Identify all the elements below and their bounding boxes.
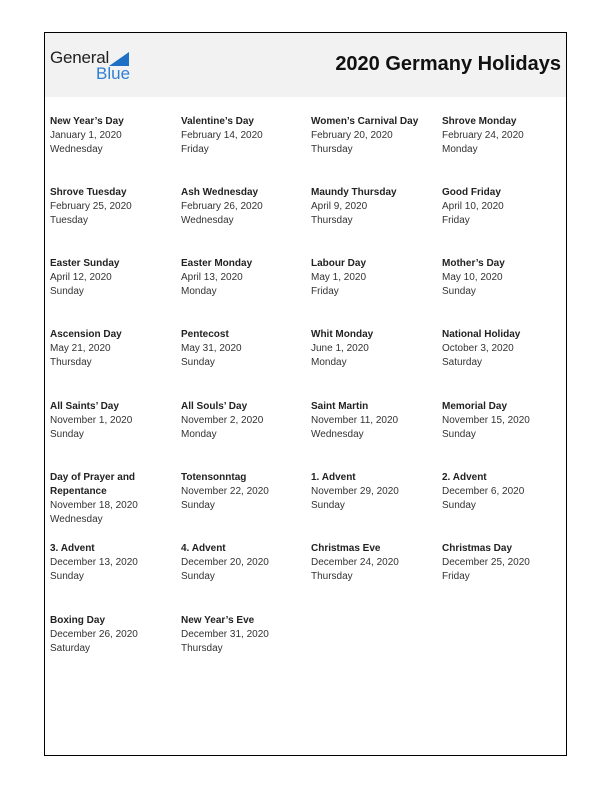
holiday-day: Thursday [50,357,92,368]
holiday-date: February 20, 2020 [311,130,393,141]
holiday-day: Sunday [181,357,215,368]
holiday-name: 4. Advent [181,543,226,554]
holiday-entry [50,328,178,370]
holiday-entry [311,115,439,157]
holiday-name: Pentecost [181,329,229,340]
holiday-day: Monday [181,429,217,440]
holiday-date: April 9, 2020 [311,201,368,212]
holiday-date: December 31, 2020 [181,629,269,640]
holiday-name: Maundy Thursday [311,187,397,198]
holiday-name: Mother’s Day [442,258,505,269]
header-band [45,33,566,97]
holiday-day: Sunday [50,429,84,440]
holiday-name: Memorial Day [442,401,508,412]
holiday-day: Friday [442,571,470,582]
holiday-date: February 24, 2020 [442,130,524,141]
page-title: 2020 Germany Holidays [335,53,561,75]
holiday-name: Ascension Day [50,329,122,340]
holiday-day: Sunday [442,500,476,511]
holiday-day: Sunday [311,500,345,511]
holiday-entry [50,115,178,157]
holiday-date: May 1, 2020 [311,272,367,283]
holiday-date: December 26, 2020 [50,629,138,640]
holiday-date: November 29, 2020 [311,486,399,497]
holiday-date: November 2, 2020 [181,415,264,426]
holiday-date: February 26, 2020 [181,201,263,212]
holiday-day: Sunday [50,571,84,582]
holiday-name: Saint Martin [311,401,369,412]
generalblue-logo [50,48,140,84]
holiday-day: Sunday [181,571,215,582]
holiday-entry [181,257,309,299]
logo-text-general: General [50,48,110,67]
holiday-day: Thursday [311,144,353,155]
holiday-day: Thursday [311,571,353,582]
holiday-date: May 21, 2020 [50,343,111,354]
holiday-name: All Saints’ Day [50,401,119,412]
holiday-name: 1. Advent [311,472,356,483]
holiday-date: April 13, 2020 [181,272,243,283]
holiday-name: Boxing Day [50,615,106,626]
holiday-entry [181,400,309,442]
holiday-day: Wednesday [311,429,364,440]
holiday-name: Totensonntag [181,472,247,483]
holiday-date: December 20, 2020 [181,557,269,568]
holiday-name: National Holiday [442,329,521,340]
holiday-day: Thursday [181,643,223,654]
holiday-date: June 1, 2020 [311,343,369,354]
holiday-name: Ash Wednesday [181,187,259,198]
holiday-date: November 11, 2020 [311,415,399,426]
holiday-name: Christmas Eve [311,543,381,554]
holiday-name: Good Friday [442,187,501,198]
holiday-entry [50,400,178,442]
holiday-name: Labour Day [311,258,367,269]
holiday-date: April 12, 2020 [50,272,112,283]
page-frame [44,32,567,756]
holiday-entry [181,115,309,157]
holiday-day: Friday [181,144,209,155]
holiday-date: December 25, 2020 [442,557,530,568]
holiday-entry [181,471,309,513]
holiday-entry [50,257,178,299]
holiday-name: All Souls’ Day [181,401,248,412]
holiday-entry [181,542,309,584]
holiday-entry [311,257,439,299]
holiday-name: 3. Advent [50,543,95,554]
holiday-day: Monday [311,357,347,368]
holiday-date: December 13, 2020 [50,557,138,568]
holiday-date: May 31, 2020 [181,343,242,354]
holiday-entry [181,614,309,656]
holiday-day: Sunday [181,500,215,511]
holiday-name: New Year’s Day [50,116,124,127]
holiday-entry [442,115,570,157]
holiday-entry [50,542,178,584]
holiday-day: Monday [181,286,217,297]
holiday-day: Wednesday [50,514,103,525]
holiday-date: November 15, 2020 [442,415,530,426]
holiday-day: Friday [442,215,470,226]
holiday-entry [442,542,570,584]
holiday-name: Easter Monday [181,258,253,269]
holiday-entry [181,328,309,370]
holiday-day: Thursday [311,215,353,226]
holiday-name: Whit Monday [311,329,374,340]
holiday-day: Wednesday [50,144,103,155]
holiday-entry [442,400,570,442]
holiday-entry [181,186,309,228]
holiday-date: May 10, 2020 [442,272,503,283]
holiday-date: December 24, 2020 [311,557,399,568]
holiday-name: Valentine’s Day [181,116,254,127]
holiday-entry [442,471,570,513]
holiday-day: Saturday [50,643,91,654]
holiday-name: Day of Prayer and Repentance [50,472,136,497]
holiday-entry [442,257,570,299]
holiday-entry [442,186,570,228]
holiday-entry [311,328,439,370]
holiday-day: Wednesday [181,215,234,226]
holiday-entry [311,471,439,513]
holiday-entry [50,614,178,656]
holiday-date: February 25, 2020 [50,201,132,212]
holiday-day: Tuesday [50,215,88,226]
holiday-entry [311,400,439,442]
holiday-entry [50,186,178,228]
holiday-entry [311,186,439,228]
holiday-name: Easter Sunday [50,258,120,269]
holiday-day: Saturday [442,357,483,368]
holiday-day: Sunday [442,429,476,440]
holiday-date: November 1, 2020 [50,415,133,426]
holiday-day: Monday [442,144,478,155]
holiday-date: January 1, 2020 [50,130,122,141]
holiday-day: Friday [311,286,339,297]
holiday-name: 2. Advent [442,472,487,483]
holiday-date: November 22, 2020 [181,486,269,497]
holiday-entry [442,328,570,370]
holiday-date: February 14, 2020 [181,130,263,141]
holiday-name: Women’s Carnival Day [311,116,419,127]
holiday-day: Sunday [442,286,476,297]
logo-text-blue: Blue [96,64,131,83]
holiday-date: December 6, 2020 [442,486,525,497]
holiday-name: Christmas Day [442,543,513,554]
holiday-name: Shrove Monday [442,116,517,127]
holiday-date: October 3, 2020 [442,343,514,354]
holiday-name: Shrove Tuesday [50,187,127,198]
holiday-date: April 10, 2020 [442,201,504,212]
holiday-entry [311,542,439,584]
holiday-date: November 18, 2020 [50,500,138,511]
holiday-entry [50,471,178,527]
holiday-name: New Year’s Eve [181,615,255,626]
holiday-day: Sunday [50,286,84,297]
